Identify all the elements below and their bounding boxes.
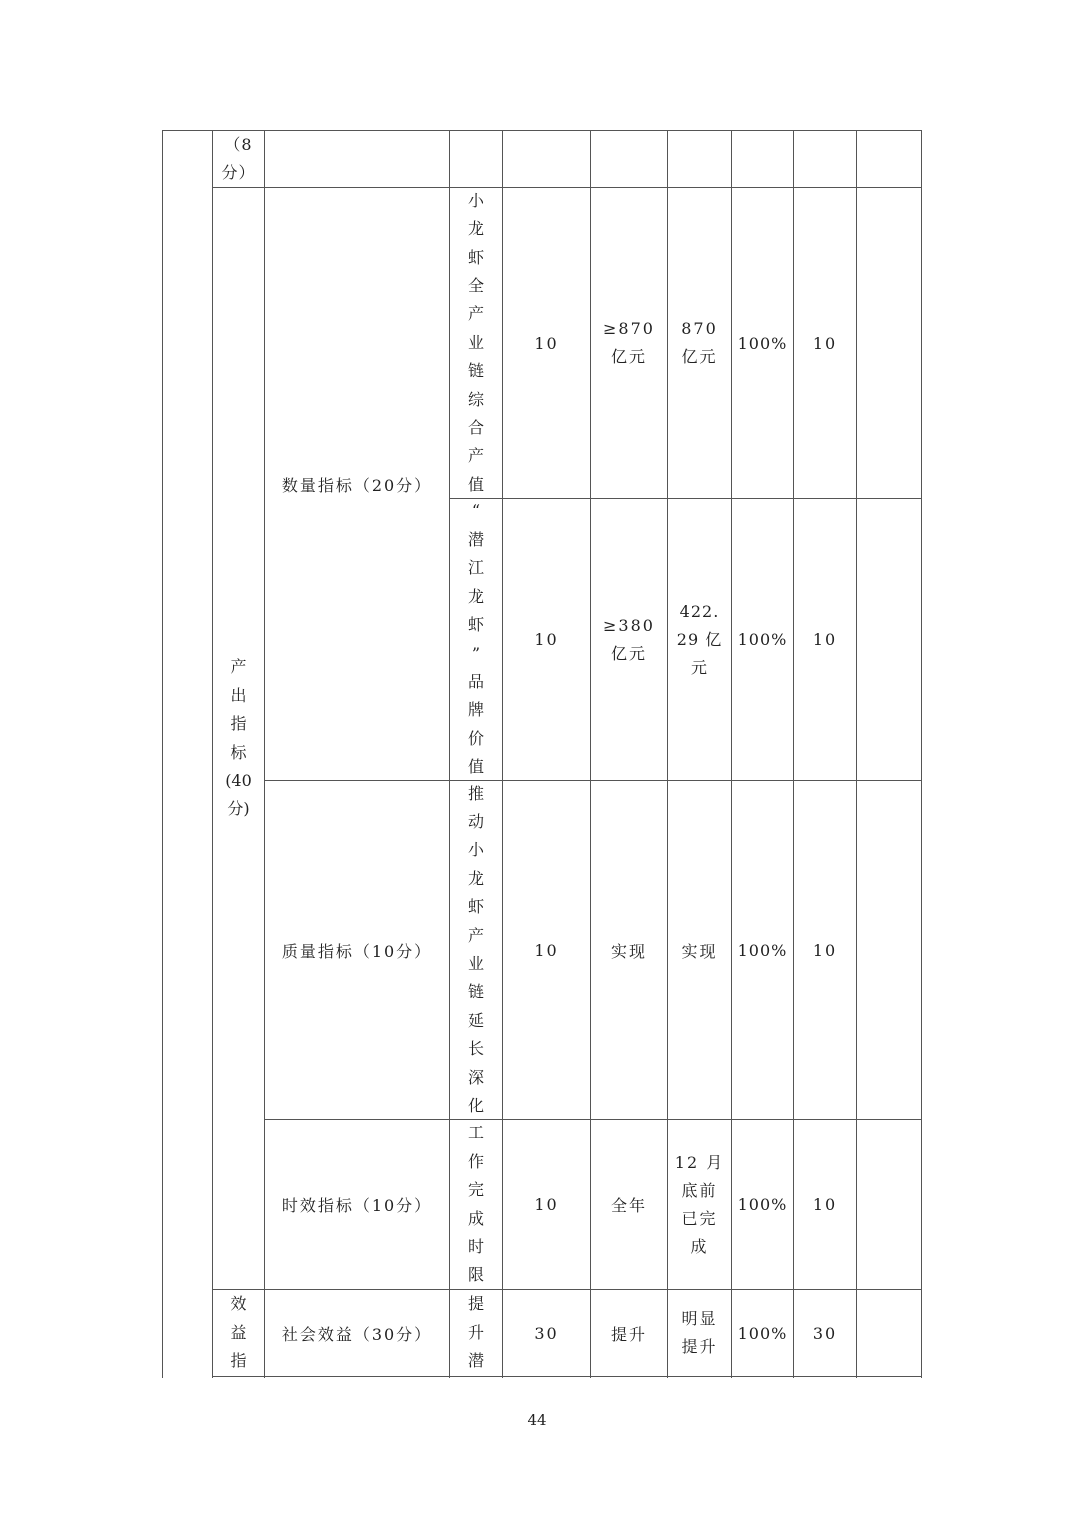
indicator-name-row2 [450, 781, 502, 1119]
indicator-char: 业 [467, 332, 484, 352]
weight-row1: 10 [534, 630, 559, 649]
indicator-char: 龙 [467, 586, 484, 606]
quality-level2-label: 质量指标（10分） [281, 941, 433, 961]
indicator-char: 牌 [467, 700, 484, 720]
benefit-level1-label [213, 1290, 264, 1376]
completion-row1: 100% [737, 630, 788, 649]
indicator-char: 链 [467, 361, 484, 381]
indicator-char: 动 [467, 811, 484, 831]
indicator-char: 潜 [467, 529, 484, 549]
indicator-char: 值 [467, 474, 484, 494]
table-border-top [162, 130, 922, 131]
target-row2: 实现 [610, 941, 647, 961]
indicator-char: 价 [467, 728, 484, 748]
indicator-char: 合 [467, 418, 484, 438]
indicator-char: 推 [467, 783, 484, 803]
indicator-char: 升 [467, 1322, 484, 1342]
indicator-char: 作 [467, 1151, 484, 1171]
indicator-char: 江 [467, 558, 484, 578]
indicator-char: 值 [467, 757, 484, 777]
weight-row0: 10 [534, 333, 559, 353]
indicator-char: 小 [467, 840, 484, 860]
indicator-char: 产 [467, 304, 484, 324]
actual-row0: 870 亿元 [681, 319, 718, 366]
actual-row1: 422. 29 亿 元 [676, 601, 723, 677]
indicator-char: 小 [467, 190, 484, 210]
indicator-name-row1 [450, 499, 502, 780]
benefit-char: 益 [230, 1322, 247, 1342]
target-row0: ≥870 亿元 [603, 319, 655, 366]
actual-row2: 实现 [681, 941, 718, 961]
timeliness-level2-label: 时效指标（10分） [281, 1196, 433, 1215]
benefit-char: 效 [230, 1294, 247, 1314]
indicator-char: 完 [467, 1180, 484, 1200]
target-row1: ≥380 亿元 [603, 615, 655, 663]
social-benefit-level2-label: 社会效益（30分） [281, 1324, 433, 1344]
page-number: 44 [527, 1411, 547, 1429]
completion-row3: 100% [737, 1195, 788, 1214]
score-row3: 10 [812, 1195, 838, 1214]
indicator-char: 虾 [467, 615, 484, 635]
indicator-char: 提 [467, 1294, 484, 1314]
indicator-char: 限 [467, 1265, 484, 1285]
actual-row3: 12 月 底前 已完 成 [674, 1152, 725, 1256]
indicator-char: 龙 [467, 219, 484, 239]
indicator-name-row3 [450, 1120, 502, 1289]
indicator-char: 链 [467, 982, 484, 1002]
output-level1-label: 产 出 指 标 (40 分) [225, 657, 252, 819]
score-row2: 10 [812, 940, 838, 960]
prev-level2-label: （8 分） [221, 135, 256, 182]
indicator-char: 潜 [467, 1351, 484, 1371]
indicator-char: 虾 [467, 247, 484, 267]
table-border-left [162, 130, 163, 1378]
completion-row4: 100% [737, 1323, 788, 1343]
weight-row4: 30 [534, 1323, 559, 1343]
indicator-char: 产 [467, 446, 484, 466]
target-row3: 全年 [610, 1196, 647, 1215]
indicator-char: 全 [467, 275, 484, 295]
indicator-char: 时 [467, 1236, 484, 1256]
indicator-char: 龙 [467, 868, 484, 888]
indicator-char: 工 [467, 1123, 484, 1143]
table-divider-col9 [856, 130, 857, 1378]
indicator-char: 综 [467, 389, 484, 409]
completion-row0: 100% [737, 333, 788, 353]
target-row4: 提升 [610, 1324, 647, 1344]
indicator-char: 成 [467, 1208, 484, 1228]
completion-row2: 100% [737, 940, 788, 960]
weight-row2: 10 [534, 940, 559, 960]
indicator-char: 产 [467, 925, 484, 945]
score-row4: 30 [812, 1323, 838, 1343]
indicator-char: 深 [467, 1067, 484, 1087]
score-row1: 10 [812, 630, 838, 649]
indicator-char: 业 [467, 954, 484, 973]
indicator-char: “ [471, 501, 481, 521]
indicator-char: 品 [467, 671, 484, 691]
weight-row3: 10 [534, 1195, 559, 1214]
indicator-char: 虾 [467, 897, 484, 917]
benefit-char: 指 [230, 1351, 247, 1371]
indicator-name-row0 [450, 188, 502, 498]
indicator-name-row4 [450, 1290, 502, 1376]
indicator-char: 长 [467, 1039, 484, 1059]
score-row0: 10 [812, 333, 838, 353]
indicator-char: 化 [467, 1096, 484, 1116]
indicator-char: ” [471, 643, 481, 663]
indicator-char: 延 [467, 1010, 484, 1030]
quantity-level2-label: 数量指标（20分） [281, 475, 433, 495]
actual-row4: 明显 提升 [681, 1309, 718, 1356]
table-border-bottom [212, 1376, 922, 1377]
table-border-right [921, 130, 922, 1378]
